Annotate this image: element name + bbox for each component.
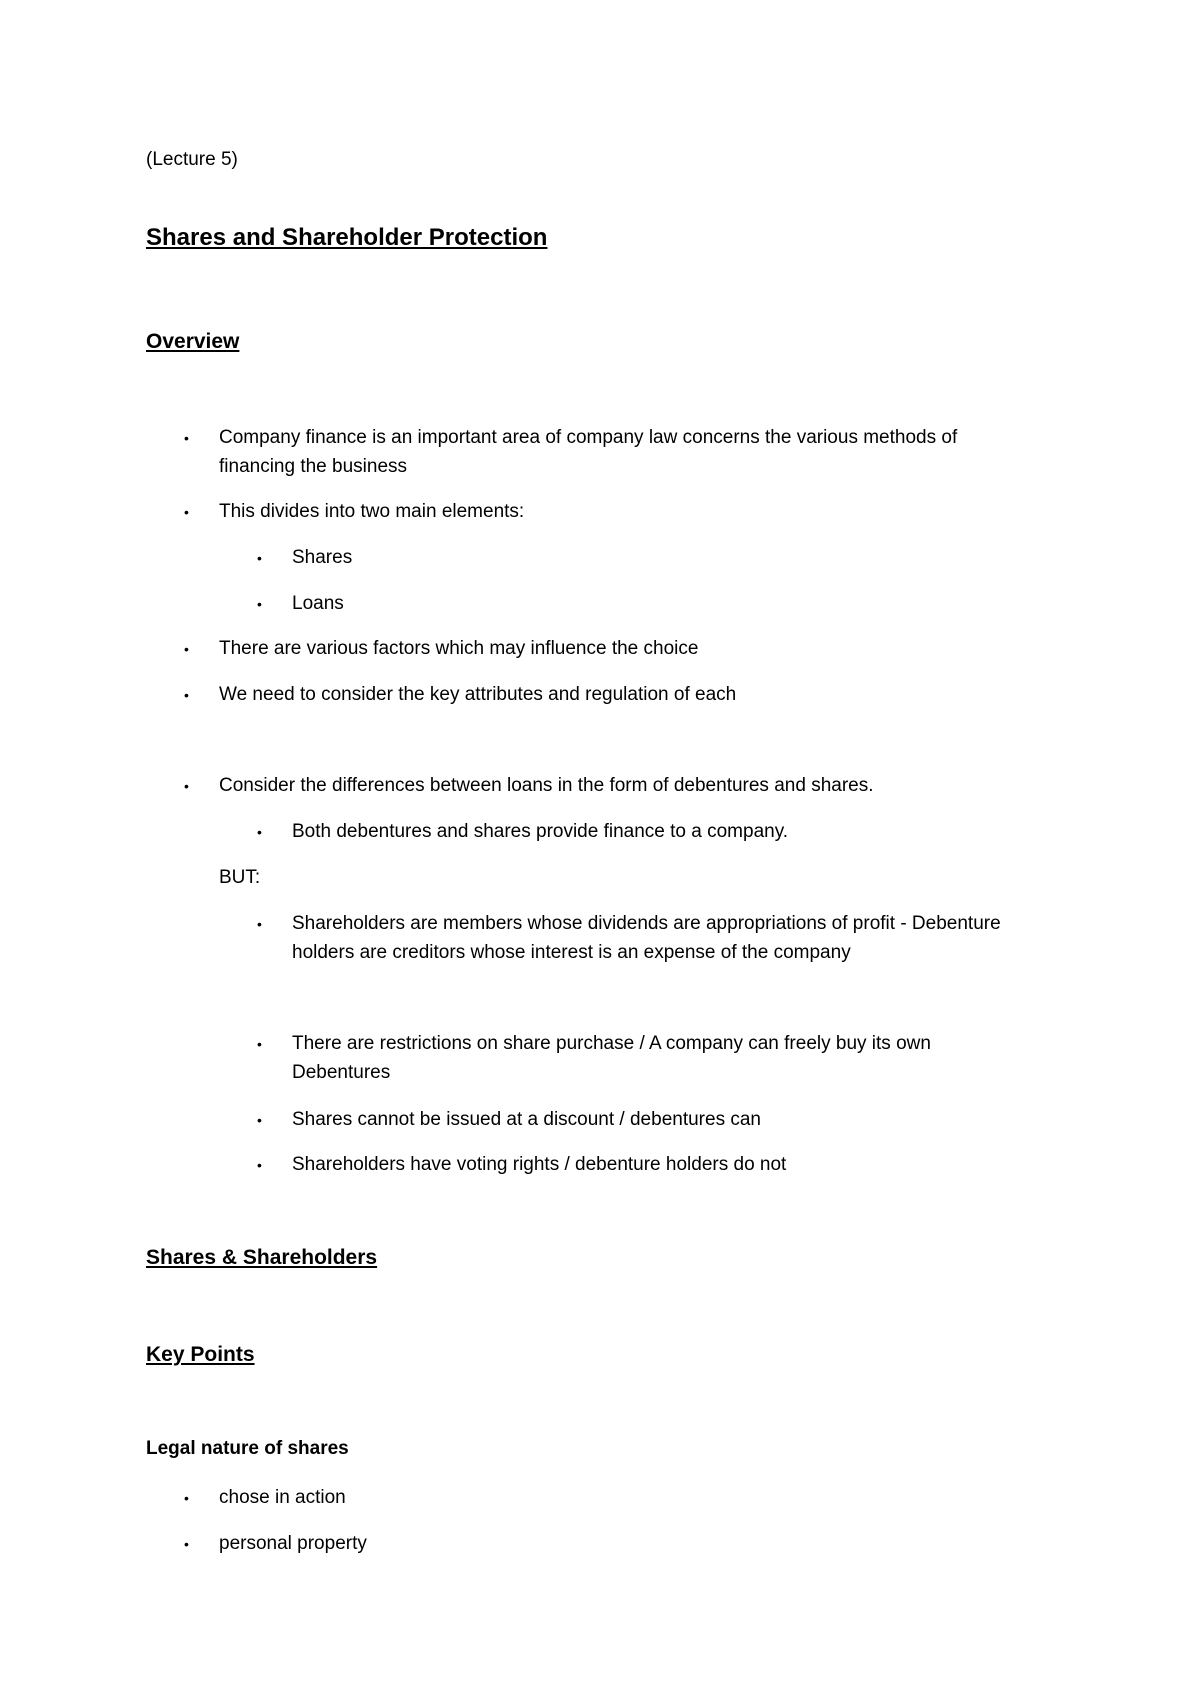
list-item: We need to consider the key attributes and regulation of each <box>219 684 737 705</box>
shares-shareholders-heading: Shares & Shareholders <box>146 1246 378 1269</box>
sub-list-item: Loans <box>292 593 344 614</box>
sub-list-item: Shares cannot be issued at a discount / debentures can <box>292 1109 761 1130</box>
list-item: This divides into two main elements: <box>219 501 525 522</box>
bullet-icon: • <box>184 1490 189 1506</box>
bullet-icon: • <box>184 641 189 657</box>
sub-list-item-continuation: holders are creditors whose interest is an expense of the company <box>292 942 851 963</box>
bullet-icon: • <box>184 1536 189 1552</box>
sub-list-item: Shares <box>292 547 353 568</box>
lecture-label: (Lecture 5) <box>146 149 238 170</box>
bullet-icon: • <box>184 778 189 794</box>
bullet-icon: • <box>257 916 262 932</box>
but-label: BUT: <box>219 867 261 888</box>
page-title: Shares and Shareholder Protection <box>146 224 548 251</box>
bullet-icon: • <box>257 824 262 840</box>
list-item-continuation: financing the business <box>219 456 408 477</box>
bullet-icon: • <box>184 430 189 446</box>
sub-list-item: There are restrictions on share purchase / A company can freely buy its own <box>292 1033 931 1054</box>
bullet-icon: • <box>257 596 262 612</box>
list-item: chose in action <box>219 1487 346 1508</box>
bullet-icon: • <box>257 1036 262 1052</box>
overview-heading: Overview <box>146 330 240 353</box>
list-item: There are various factors which may influence the choice <box>219 638 699 659</box>
sub-list-item-continuation: Debentures <box>292 1062 391 1083</box>
list-item: personal property <box>219 1533 367 1554</box>
list-item: Consider the differences between loans in the form of debentures and shares. <box>219 775 874 796</box>
bullet-icon: • <box>184 687 189 703</box>
sub-list-item: Both debentures and shares provide finance to a company. <box>292 821 789 842</box>
bullet-icon: • <box>257 1157 262 1173</box>
bullet-icon: • <box>184 504 189 520</box>
bullet-icon: • <box>257 550 262 566</box>
key-points-heading: Key Points <box>146 1343 255 1366</box>
list-item: Company finance is an important area of company law concerns the various methods of <box>219 427 958 448</box>
bullet-icon: • <box>257 1112 262 1128</box>
sub-list-item: Shareholders have voting rights / debenture holders do not <box>292 1154 787 1175</box>
legal-nature-heading: Legal nature of shares <box>146 1438 349 1459</box>
sub-list-item: Shareholders are members whose dividends are appropriations of profit - Debenture <box>292 913 1001 934</box>
